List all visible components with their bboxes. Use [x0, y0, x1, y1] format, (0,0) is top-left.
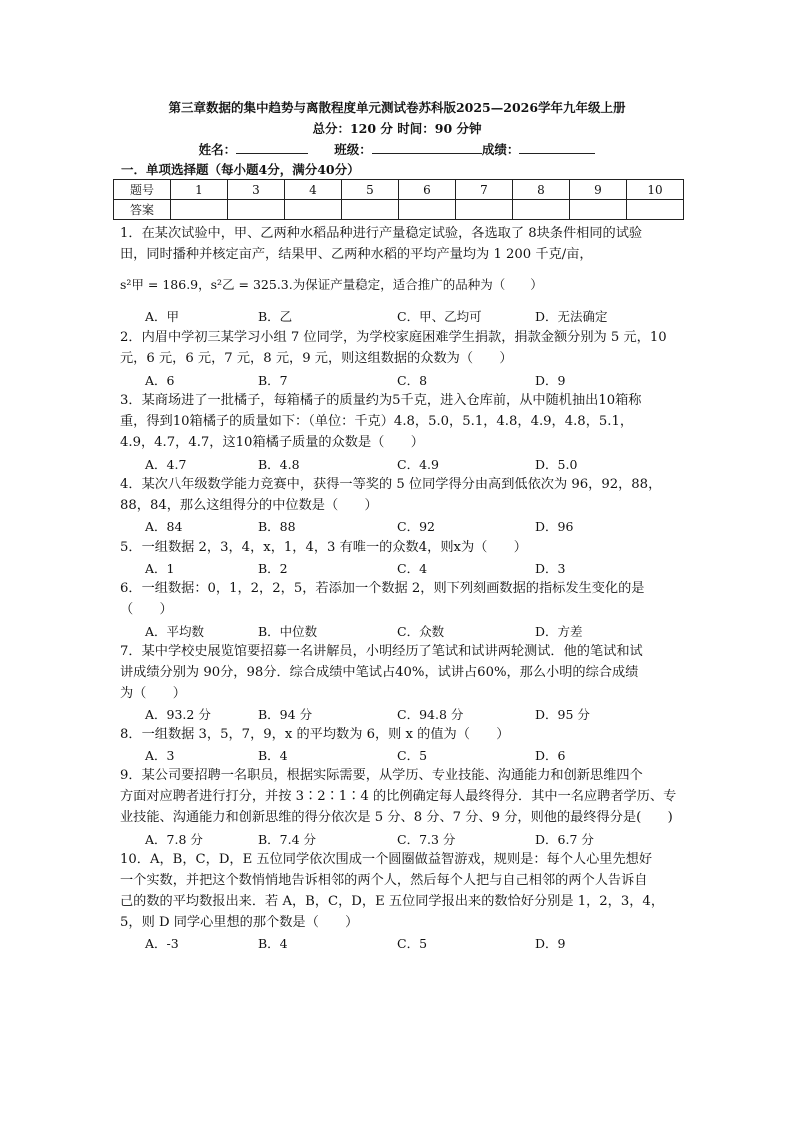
- option-b[interactable]: B．7: [258, 373, 288, 388]
- answer-table: [113, 179, 684, 220]
- question-line: 讲成绩分别为 90分，98分．综合成绩中笔试占40%，试讲占60%，那么小明的综合成绩: [120, 665, 639, 680]
- option-d[interactable]: D．3: [535, 561, 566, 576]
- question-number-cell: 4: [285, 180, 342, 200]
- option-b[interactable]: B．94 分: [258, 707, 313, 722]
- question-number-cell: 9: [570, 180, 627, 200]
- question-6: [120, 578, 680, 620]
- question-line: （ ）: [120, 602, 173, 617]
- question-1-options: [145, 307, 685, 325]
- option-b[interactable]: B．7.4 分: [258, 832, 317, 847]
- answer-cell[interactable]: [342, 200, 399, 220]
- question-line: 8．一组数据 3，5，7，9，x 的平均数为 6，则 x 的值为（ ）: [120, 727, 510, 742]
- question-line: 重，得到10箱橘子的质量如下：（单位：千克）4.8，5.0，5.1，4.8，4.9，4.8，5.1，: [120, 414, 634, 429]
- question-line: 业技能、沟通能力和创新思维的得分依次是 5 分、8 分、7 分、9 分，则他的最终得分是( ): [120, 810, 673, 825]
- answer-cell[interactable]: [570, 200, 627, 220]
- question-line: 一个实数，并把这个数悄悄地告诉相邻的两个人，然后每个人把与自己相邻的两个人告诉自: [120, 873, 648, 888]
- option-d[interactable]: D．方差: [535, 624, 583, 639]
- question-5-options: [145, 559, 685, 577]
- score-label: 成绩：: [481, 142, 520, 157]
- question-line: 3．某商场进了一批橘子，每箱橘子的质量约为5千克，进入仓库前，从中随机抽出10箱称: [120, 393, 642, 408]
- question-line: 7．某中学校史展览馆要招募一名讲解员，小明经历了笔试和试讲两轮测试．他的笔试和试: [120, 644, 643, 659]
- question-1-variance-line: s²甲 = 186.9，s²乙 = 325.3.为保证产量稳定，适合推广的品种为（ ）: [120, 277, 543, 292]
- question-number-cell: 8: [513, 180, 570, 200]
- question-number-header: 题号: [114, 180, 171, 200]
- answer-cell[interactable]: [399, 200, 456, 220]
- answer-cell[interactable]: [627, 200, 684, 220]
- answer-cell[interactable]: [513, 200, 570, 220]
- name-blank[interactable]: [236, 141, 308, 154]
- option-a[interactable]: A．4.7: [145, 457, 187, 472]
- question-number-cell: 7: [456, 180, 513, 200]
- option-d[interactable]: D．5.0: [535, 457, 578, 472]
- section-title: 一．单项选择题（每小题4分，满分40分）: [121, 162, 360, 177]
- question-3: [120, 390, 680, 453]
- question-10: [120, 849, 680, 933]
- question-2: [120, 327, 680, 369]
- student-info-line: [0, 140, 794, 158]
- question-line: 田，同时播种并核定亩产，结果甲、乙两种水稻的平均产量均为 1 200 千克/亩，: [120, 247, 593, 262]
- option-c[interactable]: C．5: [397, 748, 428, 763]
- question-9-options: [145, 830, 685, 848]
- question-6-options: [145, 622, 685, 640]
- answer-cell[interactable]: [285, 200, 342, 220]
- question-line: 10．A，B，C，D，E 五位同学依次围成一个圆圈做益智游戏，规则是：每个人心里先想好: [120, 852, 653, 867]
- option-d[interactable]: D．9: [535, 936, 566, 951]
- question-3-options: [145, 455, 685, 473]
- exam-meta: 总分：120 分 时间：90 分钟: [312, 121, 482, 136]
- question-9: [120, 765, 680, 828]
- option-c[interactable]: C．92: [397, 519, 435, 534]
- answer-header: 答案: [114, 200, 171, 220]
- option-a[interactable]: A．甲: [145, 309, 180, 324]
- option-a[interactable]: A．-3: [145, 936, 179, 951]
- question-number-cell: 3: [228, 180, 285, 200]
- question-7: [120, 641, 680, 704]
- question-line: 4.9，4.7，4.7，这10箱橘子质量的众数是（ ）: [120, 435, 424, 450]
- option-c[interactable]: C．8: [397, 373, 428, 388]
- question-4-options: [145, 517, 685, 535]
- question-line: 6．一组数据：0，1，2，2，5，若添加一个数据 2，则下列刻画数据的指标发生变化的是: [120, 581, 645, 596]
- question-line: 为（ ）: [120, 686, 186, 701]
- option-a[interactable]: A．93.2 分: [145, 707, 211, 722]
- option-b[interactable]: B．88: [258, 519, 296, 534]
- option-a[interactable]: A．平均数: [145, 624, 205, 639]
- option-c[interactable]: C．众数: [397, 624, 445, 639]
- question-7-options: [145, 705, 685, 723]
- option-c[interactable]: C．94.8 分: [397, 707, 464, 722]
- option-c[interactable]: C．7.3 分: [397, 832, 456, 847]
- option-c[interactable]: C．5: [397, 936, 428, 951]
- option-d[interactable]: D．6.7 分: [535, 832, 594, 847]
- answer-cell[interactable]: [456, 200, 513, 220]
- name-label: 姓名：: [198, 142, 237, 157]
- question-8: [120, 724, 680, 745]
- score-blank[interactable]: [519, 141, 595, 154]
- question-line: 己的数的平均数报出来．若 A，B，C，D，E 五位同学报出来的数恰好分别是 1，2，3，4，: [120, 894, 665, 909]
- question-2-options: [145, 371, 685, 389]
- option-b[interactable]: B．2: [258, 561, 288, 576]
- question-number-cell: 1: [171, 180, 228, 200]
- option-c[interactable]: C．4.9: [397, 457, 439, 472]
- exam-title: 第三章数据的集中趋势与离散程度单元测试卷苏科版2025—2026学年九年级上册: [168, 100, 626, 115]
- question-number-cell: 5: [342, 180, 399, 200]
- class-label: 班级：: [334, 142, 372, 157]
- option-a[interactable]: A．7.8 分: [145, 832, 203, 847]
- question-number-cell: 6: [399, 180, 456, 200]
- answer-table-answer-row: [114, 200, 684, 220]
- option-b[interactable]: B．4: [258, 936, 288, 951]
- option-a[interactable]: A．3: [145, 748, 175, 763]
- option-b[interactable]: B．4.8: [258, 457, 300, 472]
- option-d[interactable]: D．6: [535, 748, 566, 763]
- question-line: 5．一组数据 2，3，4，x，1，4，3 有唯一的众数4，则x为（ ）: [120, 540, 527, 555]
- option-b[interactable]: B．4: [258, 748, 288, 763]
- option-d[interactable]: D．9: [535, 373, 566, 388]
- question-line: 1．在某次试验中，甲、乙两种水稻品种进行产量稳定试验，各选取了 8块条件相同的试验: [120, 226, 643, 241]
- class-blank[interactable]: [372, 141, 482, 154]
- question-4: [120, 474, 680, 516]
- option-d[interactable]: D．无法确定: [535, 309, 608, 324]
- option-d[interactable]: D．96: [535, 519, 574, 534]
- question-line: 元，6 元，6 元，7 元，8 元，9 元，则这组数据的众数为（ ）: [120, 351, 513, 366]
- question-line: 88，84，那么这组得分的中位数是（ ）: [120, 498, 378, 513]
- question-1: [120, 223, 680, 265]
- question-line: 9．某公司要招聘一名职员，根据实际需要，从学历、专业技能、沟通能力和创新思维四个: [120, 768, 643, 783]
- option-b[interactable]: B．中位数: [258, 624, 318, 639]
- question-line: 方面对应聘者进行打分，并按 3∶2∶1∶4 的比例确定每人最终得分．其中一名应聘者学历、专: [120, 789, 677, 804]
- question-line: 5，则 D 同学心里想的那个数是（ ）: [120, 915, 359, 930]
- answer-cell[interactable]: [228, 200, 285, 220]
- option-d[interactable]: D．95 分: [535, 707, 590, 722]
- option-c[interactable]: C．4: [397, 561, 428, 576]
- answer-cell[interactable]: [171, 200, 228, 220]
- option-a[interactable]: A．6: [145, 373, 175, 388]
- question-5: [120, 537, 680, 558]
- question-number-cell: 10: [627, 180, 684, 200]
- option-c[interactable]: C．甲、乙均可: [397, 309, 482, 324]
- question-10-options: [145, 934, 685, 952]
- answer-table-header-row: [114, 180, 684, 200]
- option-b[interactable]: B．乙: [258, 309, 293, 324]
- question-8-options: [145, 746, 685, 764]
- option-a[interactable]: A．84: [145, 519, 183, 534]
- question-line: 4．某次八年级数学能力竞赛中，获得一等奖的 5 位同学得分由高到低依次为 96，92，88，: [120, 477, 662, 492]
- option-a[interactable]: A．1: [145, 561, 175, 576]
- question-line: 2．内眉中学初三某学习小组 7 位同学，为学校家庭困难学生捐款，捐款金额分别为 5 元，10: [120, 330, 667, 345]
